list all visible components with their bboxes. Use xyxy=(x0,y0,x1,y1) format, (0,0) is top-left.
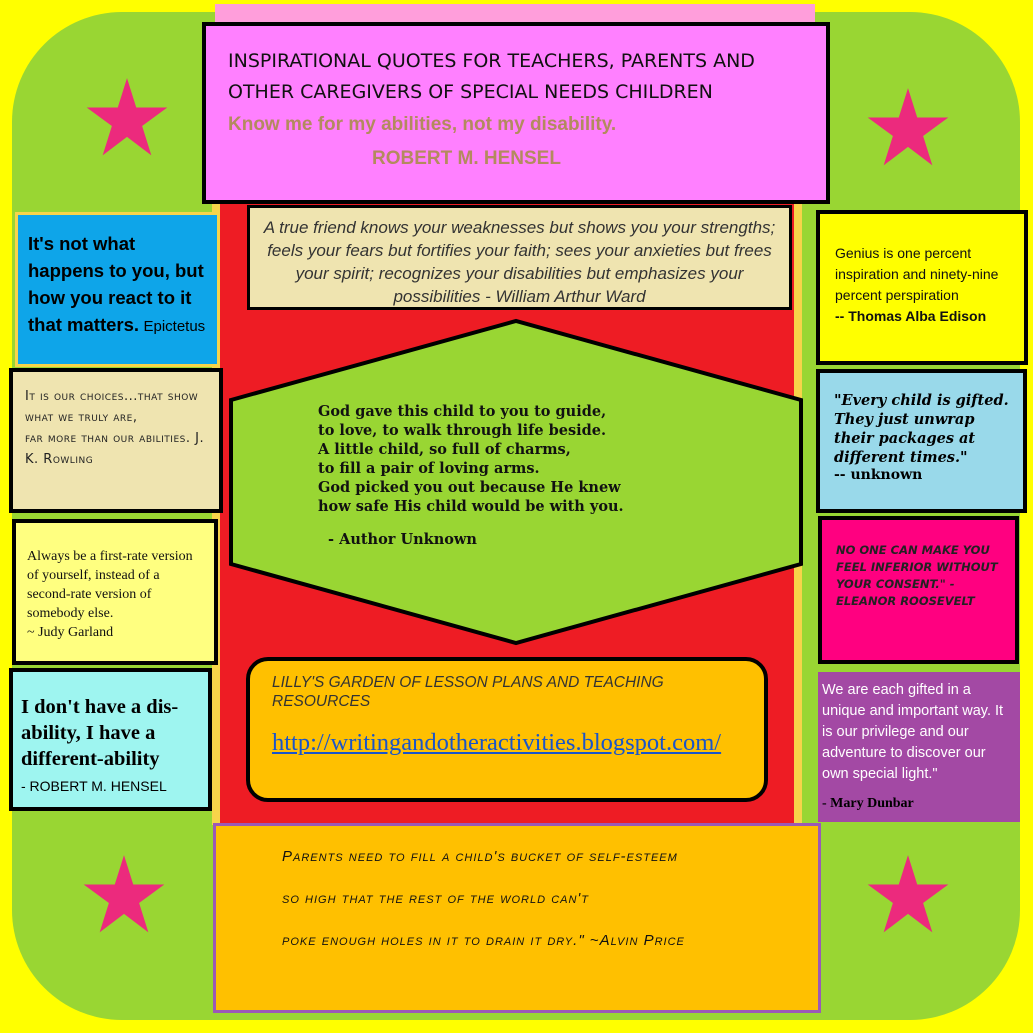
quote-roosevelt xyxy=(818,516,1019,664)
poem-line: how safe His child would be with you. xyxy=(318,498,624,515)
quote-every-child-gifted xyxy=(816,369,1027,513)
epictetus-author: Epictetus xyxy=(143,318,206,335)
dunbar-author: - Mary Dunbar xyxy=(822,796,914,811)
star-icon-top-right xyxy=(866,88,950,168)
header-box xyxy=(202,22,830,204)
poem-author: - Author Unknown xyxy=(328,531,477,548)
price-line2: so high that the rest of the world can't xyxy=(282,890,589,907)
epictetus-text: It's not what happens to you, but how you react to it that matters. xyxy=(28,233,204,335)
garland-author: ~ Judy Garland xyxy=(27,625,114,640)
gifted-author: -- unknown xyxy=(834,467,923,483)
quote-dunbar xyxy=(818,672,1020,822)
quote-epictetus xyxy=(15,212,220,367)
poem-text xyxy=(318,402,738,549)
hensel2-author: - ROBERT M. HENSEL xyxy=(21,778,167,794)
poem-line: to fill a pair of loving arms. xyxy=(318,460,540,477)
dunbar-text: We are each gifted in a unique and important way. It is our privilege and our adventure to discover our own special light." xyxy=(822,682,1004,782)
edison-author: -- Thomas Alba Edison xyxy=(835,308,987,324)
quote-true-friend-text: A true friend knows your weaknesses but shows you your strengths; feels your fears but fortifies your faith; sees your anxieties but frees your spirit; recognizes your disabilities but emphasizes your possibilities - William Arthur Ward xyxy=(263,218,776,306)
garland-text: Always be a first-rate version of yourself, instead of a second-rate version of somebody else. xyxy=(27,549,193,621)
poem-line: A little child, so full of charms, xyxy=(318,441,571,458)
header-quote: Know me for my abilities, not my disability. xyxy=(228,114,617,135)
rowling-line2: far more than our abilities. J. K. Rowling xyxy=(25,431,205,467)
poem-line: God gave this child to you to guide, xyxy=(318,403,607,420)
price-line1: Parents need to fill a child's bucket of self-esteem xyxy=(282,848,678,865)
price-line3: poke enough holes in it to drain it dry." ~Alvin Price xyxy=(282,932,685,949)
poem-line: to love, to walk through life beside. xyxy=(318,422,607,439)
star-icon-top-left xyxy=(85,78,169,158)
star-icon-bottom-left xyxy=(82,855,166,935)
page-title-line2: OTHER CAREGIVERS OF SPECIAL NEEDS CHILDREN xyxy=(228,81,713,103)
quote-garland xyxy=(12,519,218,665)
rowling-line1: It is our choices...that show what we truly are, xyxy=(25,389,199,425)
page-title-line1: INSPIRATIONAL QUOTES FOR TEACHERS, PARENTS AND xyxy=(228,50,755,72)
hensel2-text: I don't have a dis-ability, I have a different-ability xyxy=(21,696,179,770)
star-icon-bottom-right xyxy=(866,855,950,935)
promo-link[interactable]: http://writingandotheractivities.blogspot.com/ xyxy=(272,729,722,756)
gifted-text: "Every child is gifted. They just unwrap their packages at different times." xyxy=(834,392,1009,466)
quote-alvin-price xyxy=(213,823,821,1013)
quote-edison xyxy=(816,210,1028,365)
header-author: ROBERT M. HENSEL xyxy=(372,148,561,169)
edison-text: Genius is one percent inspiration and ninety-nine percent perspiration xyxy=(835,245,999,303)
quote-rowling xyxy=(9,368,223,513)
roosevelt-text: NO ONE CAN MAKE YOU FEEL INFERIOR WITHOUT YOUR CONSENT." - ELEANOR ROOSEVELT xyxy=(836,543,998,608)
poem-line: God picked you out because He knew xyxy=(318,479,621,496)
promo-title: LILLY'S GARDEN OF LESSON PLANS AND TEACHING RESOURCES xyxy=(272,674,664,710)
quote-true-friend xyxy=(247,205,792,310)
promo-box xyxy=(246,657,768,802)
quote-hensel-different-ability xyxy=(9,668,212,811)
